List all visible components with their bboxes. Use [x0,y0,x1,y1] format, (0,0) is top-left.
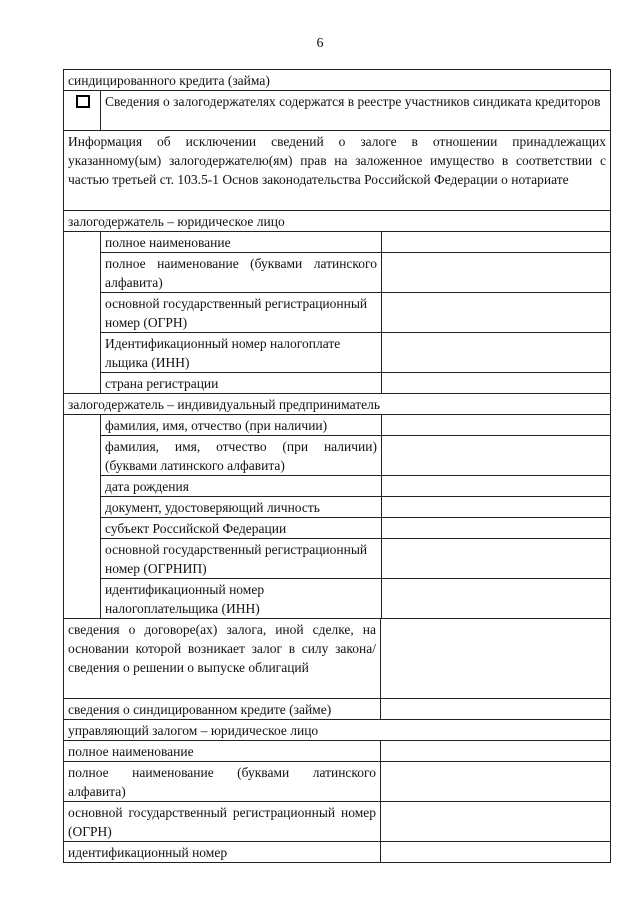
legal-entity-group [64,231,610,393]
field-value[interactable] [382,476,610,496]
individual-heading-row [64,393,610,414]
field-row [101,372,610,393]
continuation-text: синдицированного кредита (займа) [68,73,270,88]
continuation-row [64,70,610,90]
manager-field-label: основной государственный регистрационный номер (ОГРН) [64,802,381,841]
legal-entity-heading: залогодержатель – юридическое лицо [68,214,285,229]
field-value[interactable] [382,415,610,435]
individual-gutter [64,415,101,618]
field-value[interactable] [382,232,610,252]
field-row [101,496,610,517]
manager-field-row [64,841,610,862]
pledge-form-table [63,69,611,863]
syndicate-register-text: Сведения о залогодержателях содержатся в реестре участников синдиката кредиторов [105,94,601,109]
field-label: Идентификационный номер налогоплате льщика (ИНН) [101,333,382,372]
field-label: страна регистрации [101,373,382,393]
syndicate-register-checkbox[interactable] [76,95,90,108]
syndicated-credit-row [64,698,610,719]
field-row [101,517,610,538]
field-value[interactable] [382,579,610,618]
individual-heading: залогодержатель – индивидуальный предприниматель [68,397,381,412]
manager-field-value[interactable] [381,741,610,761]
legal-entity-gutter [64,232,101,393]
field-value[interactable] [382,333,610,372]
syndicated-credit-label: сведения о синдицированном кредите (займе) [64,699,381,719]
syndicated-credit-value[interactable] [381,699,610,719]
field-value[interactable] [382,253,610,292]
exclusion-info-row [64,130,610,210]
field-label: документ, удостоверяющий личность [101,497,382,517]
field-label: фамилия, имя, отчество (при наличии) [101,415,382,435]
manager-field-value[interactable] [381,802,610,841]
contract-info-label: сведения о договоре(ах) залога, иной сделке, на основании которой возникает залог в силу закона/сведения о решении о выпуске облигаций [64,619,381,698]
checkbox-cell [64,91,101,130]
field-label: основной государственный регистрационный номер (ОГРН) [101,293,382,332]
page-number: 6 [316,36,324,51]
field-row [101,232,610,252]
field-value[interactable] [382,518,610,538]
manager-field-row [64,740,610,761]
legal-entity-heading-row [64,210,610,231]
field-row [101,292,610,332]
manager-field-value[interactable] [381,842,610,862]
field-label: идентификационный номер налогоплательщика (ИНН) [101,579,382,618]
field-value[interactable] [382,497,610,517]
field-label: фамилия, имя, отчество (при наличии) (буквами латинского алфавита) [101,436,382,475]
contract-info-row [64,618,610,698]
field-label: полное наименование [101,232,382,252]
contract-info-value[interactable] [381,619,610,698]
field-value[interactable] [382,293,610,332]
syndicate-checkbox-row [64,90,610,130]
field-row [101,252,610,292]
field-value[interactable] [382,539,610,578]
exclusion-info-text: Информация об исключении сведений о залоге в отношении принадлежащих указанному(ым) залогодержателю(ям) прав на заложенное имущество в соответствии с частью третьей ст. 103.5-1 Основ законодательства Российской Федерации о нотариате [68,134,606,187]
manager-field-label: полное наименование (буквами латинского алфавита) [64,762,381,801]
field-row [101,475,610,496]
field-row [101,332,610,372]
individual-group [64,414,610,618]
manager-heading: управляющий залогом – юридическое лицо [68,723,319,738]
manager-field-row [64,801,610,841]
field-label: основной государственный регистрационный номер (ОГРНИП) [101,539,382,578]
manager-heading-row [64,719,610,740]
field-row [101,435,610,475]
field-label: субъект Российской Федерации [101,518,382,538]
manager-field-label: идентификационный номер [64,842,381,862]
field-row [101,415,610,435]
manager-field-label: полное наименование [64,741,381,761]
field-row [101,578,610,618]
manager-field-row [64,761,610,801]
field-row [101,538,610,578]
manager-field-value[interactable] [381,762,610,801]
field-label: полное наименование (буквами латинского алфавита) [101,253,382,292]
field-label: дата рождения [101,476,382,496]
field-value[interactable] [382,373,610,393]
field-value[interactable] [382,436,610,475]
